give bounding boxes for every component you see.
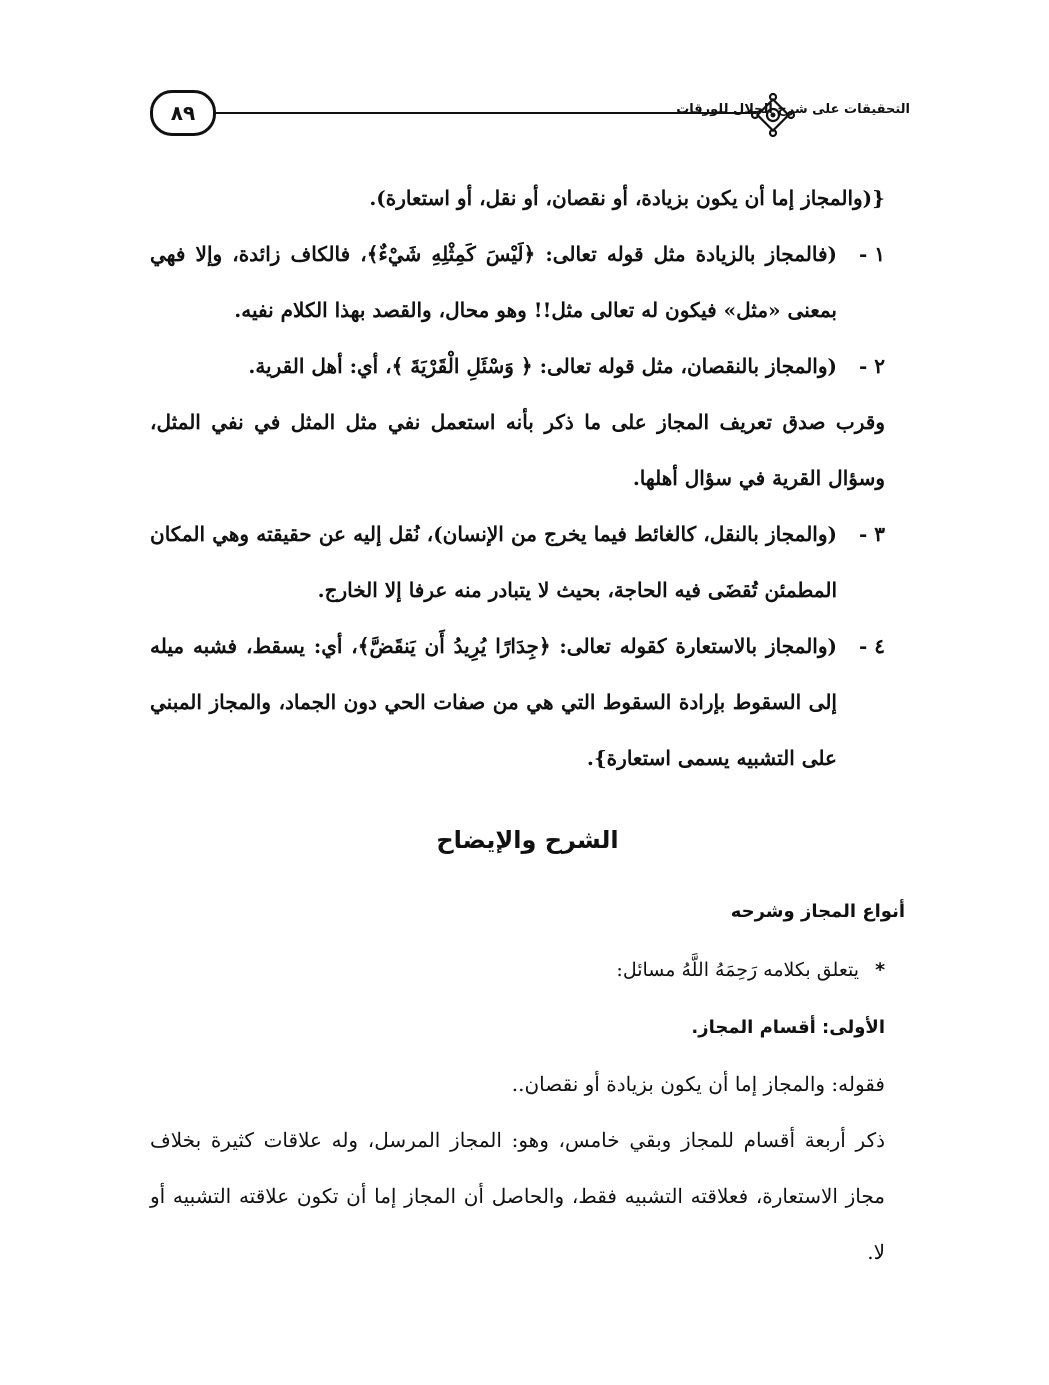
final-paragraph: ذكر أربعة أقسام للمجاز وبقي خامس، وهو: المجاز المرسل، وله علاقات كثيرة بخلاف مجاز الاستعارة، فعلاقته التشبيه فقط، والحاصل أن المجاز إما أن تكون علاقته التشبيه أو لا. [150,1128,885,1264]
item-text: (والمجاز بالنقل، كالغائط فيما يخرج من الإنسان)، نُقل إليه عن حقيقته وهي المكان المطمئن تُقضَى فيه الحاجة، بحيث لا يتبادر منه عرفا إلا الخارج. [150,522,837,602]
quote-line: فقوله: والمجاز إما أن يكون بزيادة أو نقصان.. [511,1072,885,1096]
item-text: (فالمجاز بالزيادة مثل قوله تعالى: ﴿لَيْسَ كَمِثْلِهِ شَيْءٌ﴾، فالكاف زائدة، وإلا فهي بمعنى «مثل» فيكون له تعالى مثل!! وهو محال، والقصد بهذا الكلام نفيه. [150,242,837,322]
star-bullet-icon: * [875,959,885,981]
header-rule [216,112,756,114]
item-text: (والمجاز بالنقصان، مثل قوله تعالى: ﴿ وَسْئَلِ الْقَرْيَةَ ﴾، أي: أهل القرية. [248,354,837,378]
list-item [150,226,905,338]
section-title: الشرح والإيضاح [436,826,619,854]
list-item [150,506,905,618]
item-number: ٤ - [858,634,885,658]
sub-title: أنواع المجاز وشرحه [730,901,905,922]
item-text: (والمجاز بالاستعارة كقوله تعالى: ﴿جِدَارًا يُرِيدُ أَن يَنقَضَّ﴾، أي: يسقط، فشبه ميله إلى السقوط بإرادة السقوط التي هي من صفات الحي دون الجماد، والمجاز المبني على التشبيه يسمى استعارة}. [150,634,837,770]
list-item [150,338,905,394]
item-number: ١ - [858,242,885,266]
list-item [150,618,905,786]
issues-text: يتعلق بكلامه رَحِمَهُ اللَّهُ مسائل: [616,959,860,981]
body-paragraph: وقرب صدق تعريف المجاز على ما ذكر بأنه استعمل نفي مثل المثل في نفي المثل، وسؤال القرية في سؤال أهلها. [150,410,885,490]
issues-line [150,940,905,1000]
page-header [150,90,910,144]
running-title: التحقيقات على شرح الجلال للورقات [676,102,910,117]
page-body [150,170,905,1280]
first-issue-title: الأولى: أقسام المجاز. [691,1017,885,1038]
page-number: ٨٩ [150,90,216,136]
item-number: ٢ - [858,354,885,378]
intro-paragraph: {(والمجاز إما أن يكون بزيادة، أو نقصان، أو نقل، أو استعارة). [369,186,885,210]
item-number: ٣ - [858,522,885,546]
